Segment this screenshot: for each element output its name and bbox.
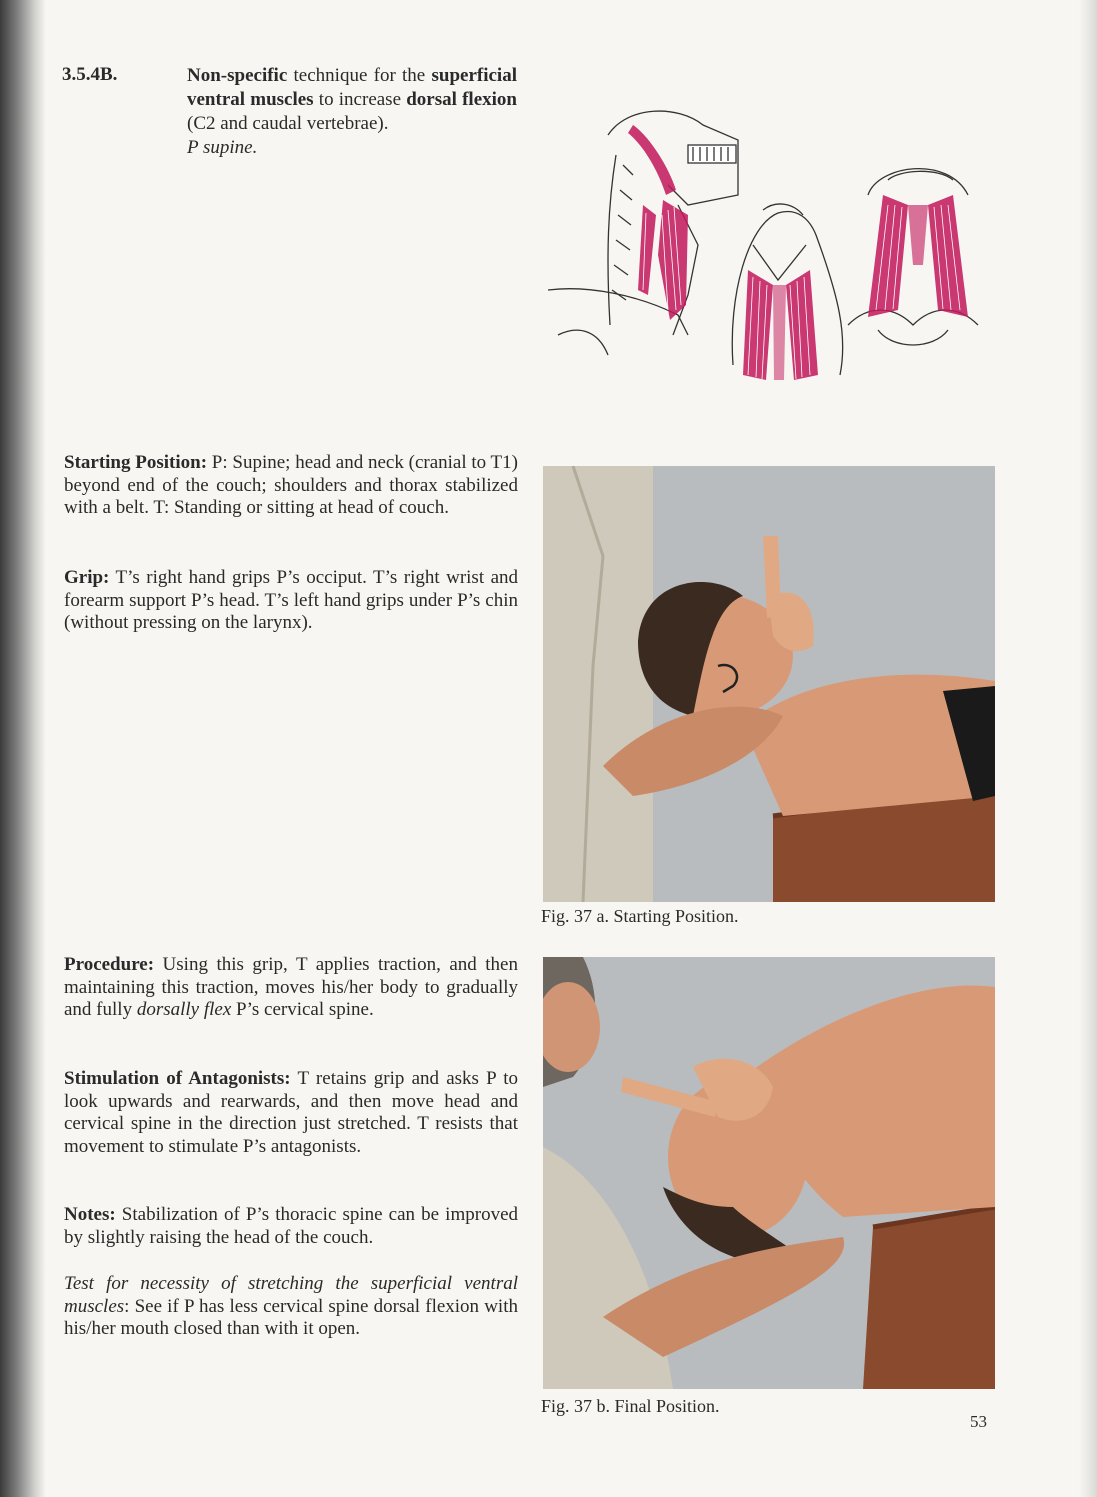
notes-paragraph xyxy=(64,1204,518,1249)
starting-position-label: Starting Position: xyxy=(64,452,208,473)
title-part-3: superficial ventral muscles xyxy=(187,65,517,110)
notes-label: Notes: xyxy=(64,1204,116,1225)
antagonists-text: T retains grip and asks P to look upwards and rearwards, and then move head and cervical spine in the direction just stretched. T resists that movement to stimulate P’s antagonists. xyxy=(64,1068,518,1157)
antagonists-paragraph xyxy=(64,1068,518,1158)
section-number: 3.5.4B. xyxy=(62,64,118,85)
figure-37b-caption: Fig. 37 b. Final Position. xyxy=(541,1396,720,1416)
starting-position-text: P: Supine; head and neck (cranial to T1) beyond end of the couch; shoulders and thorax stabilized with a belt. T: Standing or sitting at head of couch. xyxy=(64,452,518,518)
starting-position-paragraph xyxy=(64,452,518,520)
figure-37b-photo xyxy=(543,957,995,1389)
procedure-paragraph xyxy=(64,954,518,1022)
test-text: : See if P has less cervical spine dorsal flexion with his/her mouth closed than with it open. xyxy=(64,1295,518,1339)
grip-paragraph xyxy=(64,567,518,635)
patient-position: P supine. xyxy=(187,137,258,158)
figure-37a-caption: Fig. 37 a. Starting Position. xyxy=(541,906,739,926)
title-part-1: Non-specific xyxy=(187,65,288,86)
title-part-6: (C2 and caudal vertebrae). xyxy=(187,113,389,134)
procedure-text-1: Using this grip, T applies traction, and then maintaining this traction, moves his/her body to gradually and fully xyxy=(64,954,518,1020)
grip-label: Grip: xyxy=(64,567,110,588)
page-edge xyxy=(1079,0,1097,1497)
antagonists-label: Stimulation of Antagonists: xyxy=(64,1068,291,1089)
procedure-label: Procedure: xyxy=(64,954,155,975)
page-gutter-shadow xyxy=(0,0,46,1497)
page-number: 53 xyxy=(970,1412,987,1431)
title-part-4: to increase xyxy=(313,89,407,110)
test-label: Test for necessity of stretching the superficial ventral muscles xyxy=(64,1273,518,1317)
figure-37a-photo xyxy=(543,466,995,902)
title-part-5: dorsal flexion xyxy=(406,89,517,110)
title-part-2: technique for the xyxy=(287,65,432,86)
test-paragraph xyxy=(64,1273,518,1341)
procedure-emphasis: dorsally flex xyxy=(136,999,232,1020)
muscle-illustration xyxy=(548,95,993,385)
grip-text: T’s right hand grips P’s occiput. T’s right wrist and forearm support P’s head. T’s left hand grips under P’s chin (without pressing on the larynx). xyxy=(64,567,518,633)
section-title xyxy=(187,64,517,160)
notes-text: Stabilization of P’s thoracic spine can be improved by slightly raising the head of the couch. xyxy=(64,1204,518,1248)
procedure-text-2: P’s cervical spine. xyxy=(231,999,374,1020)
